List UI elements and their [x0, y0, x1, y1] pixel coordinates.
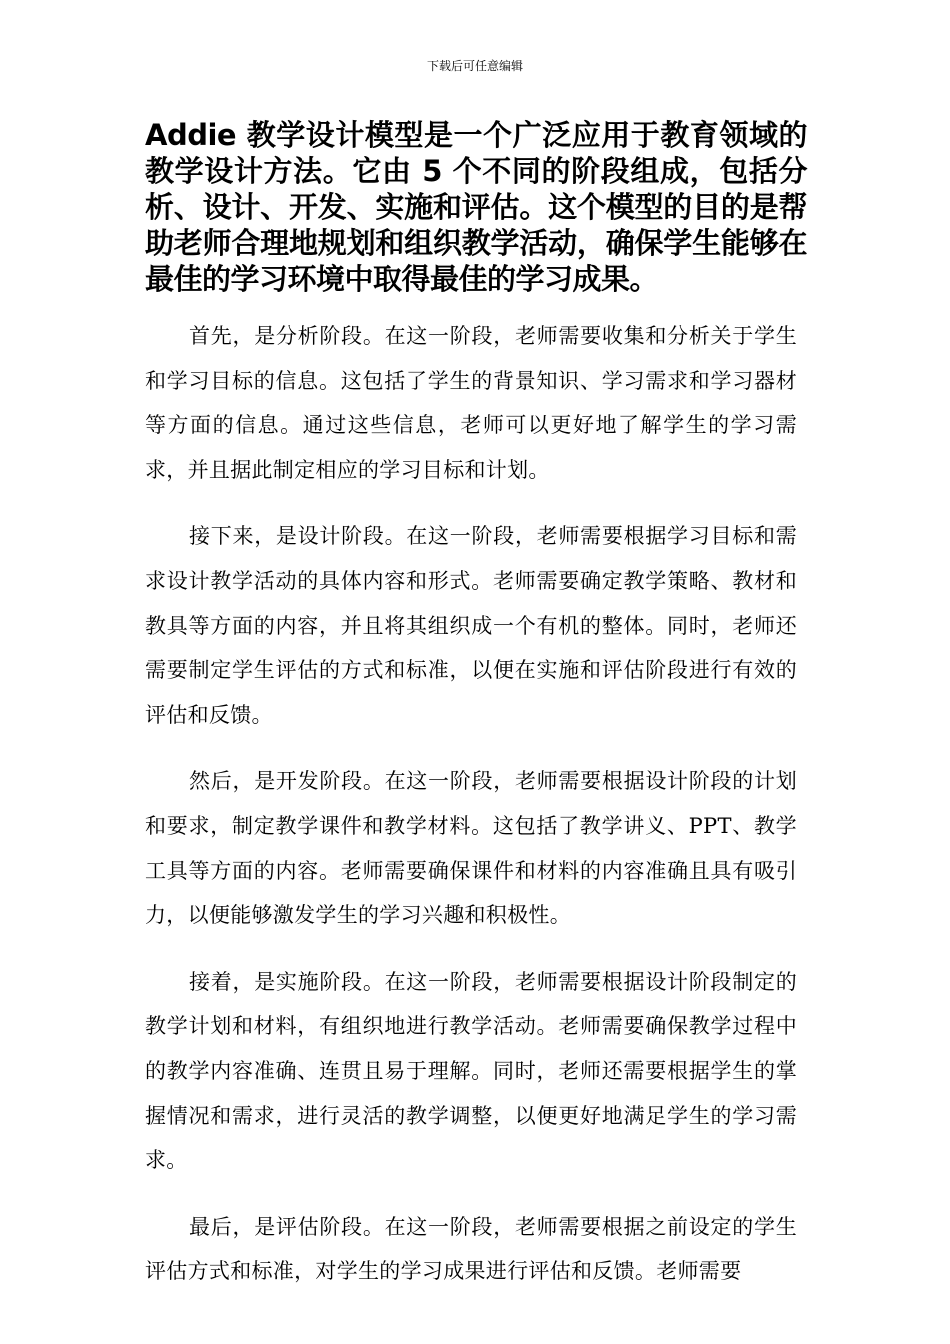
paragraph-evaluation: 最后，是评估阶段。在这一阶段，老师需要根据之前设定的学生评估方式和标准，对学生的学习成果进行评估和反馈。老师需要 [145, 1214, 797, 1284]
paragraph-analysis: 首先，是分析阶段。在这一阶段，老师需要收集和分析关于学生和学习目标的信息。这包括了学生的背景知识、学习需求和学习器材等方面的信息。通过这些信息，老师可以更好地了解学生的学习需求，并且据此制定相应的学习目标和计划。 [145, 324, 797, 482]
paragraph-development: 然后，是开发阶段。在这一阶段，老师需要根据设计阶段的计划和要求，制定教学课件和教学材料。这包括了教学讲义、PPT、教学工具等方面的内容。老师需要确保课件和材料的内容准确且具有吸引力，以便能够激发学生的学习兴趣和积极性。 [145, 769, 797, 928]
paragraph-design: 接下来，是设计阶段。在这一阶段，老师需要根据学习目标和需求设计教学活动的具体内容和形式。老师需要确定教学策略、教材和教具等方面的内容，并且将其组织成一个有机的整体。同时，老师还需要制定学生评估的方式和标准，以便在实施和评估阶段进行有效的评估和反馈。 [145, 524, 797, 727]
document-body [145, 314, 797, 1316]
document-title: Addie 教学设计模型是一个广泛应用于教育领域的教学设计方法。它由 5 个不同的阶段组成，包括分析、设计、开发、实施和评估。这个模型的目的是帮助老师合理地规划和组织教学活动，确保学生能够在最佳的学习环境中取得最佳的学习成果。 [145, 118, 807, 296]
paragraph-implementation: 接着，是实施阶段。在这一阶段，老师需要根据设计阶段制定的教学计划和材料，有组织地进行教学活动。老师需要确保教学过程中的教学内容准确、连贯且易于理解。同时，老师还需要根据学生的掌握情况和需求，进行灵活的教学调整，以便更好地满足学生的学习需求。 [145, 969, 797, 1173]
header-note: 下载后可任意编辑 [426, 59, 523, 73]
